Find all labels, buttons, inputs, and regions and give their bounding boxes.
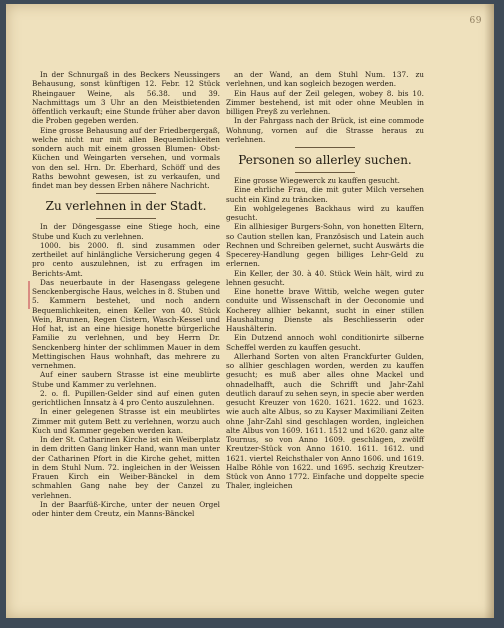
notice-paragraph: an der Wand, an dem Stuhl Num. 137. zu verlehnen, und kan sogleich bezogen werden.	[226, 70, 424, 89]
left-column	[32, 70, 220, 518]
notice-paragraph: Ein Dutzend annoch wohl conditionirte silberne Scheffel werden zu kauffen gesucht.	[226, 333, 424, 352]
notice-paragraph: In der Schnurgaß in des Beckers Neussingers Behausung, sonst künftigen 12. Febr. 12 Stück Rheingauer Weine, als 56.38. und 39. Nachmittags um 3 Uhr an den Meistbietenden öffentlich verkauft; eine Stunde früher aber davon die Proben gegeben werden.	[32, 70, 220, 126]
section-heading-personen: Personen so allerley suchen.	[238, 153, 412, 167]
notice-paragraph: Ein allhiesiger Burgers-Sohn, von honetten Eltern, so Caution stellen kan, Französisch und Latein auch Rechnen und Schreiben gelernet, sucht Auswärts die Specerey-Handlung gegen billiges Lehr-Geld zu erlernen.	[226, 222, 424, 269]
notice-paragraph: In der St. Catharinen Kirche ist ein Weiberplatz in dem dritten Gang linker Hand, wann man unter der Catharinen Pfort in die Kirche gehet, mitten in dem Stuhl Num. 72. ingleichen in der Weissen Frauen Kirch ein Weiber-Bänckel in dem schmahlen Gang nahe bey der Canzel zu verlehnen.	[32, 435, 220, 500]
section-heading-zu-verlehnen: Zu verlehnen in der Stadt.	[45, 199, 207, 214]
notice-paragraph: In der Fahrgass nach der Brück, ist eine commode Wohnung, vornen auf die Strasse heraus zu verlehnen.	[226, 116, 424, 144]
notice-paragraph: Eine grosse Behausung auf der Friedbergergaß, welche nicht nur mit allen Bequemlichkeiten sondern auch mit einem grossen Blumen- Obst- Küchen und Weingarten versehen, und vormals von den sel. Hrn. Dr. Eberhard, Schöff und des Raths bewohnt gewesen, ist zu verkaufen, und findet man bey dessen Erben nähere Nachricht.	[32, 125, 220, 190]
notice-paragraph: In der Döngesgasse eine Stiege hoch, eine Stube und Kuch zu verlehnen.	[32, 222, 220, 241]
page-number: 69	[469, 16, 482, 26]
notice-paragraph: 2. o. fl. Pupillen-Gelder sind auf einen guten gerichtlichen Innsatz à 4 pro Cento auszulehnen.	[32, 388, 220, 407]
red-margin-mark	[28, 281, 30, 309]
notice-paragraph: Eine honette brave Wittib, welche wegen guter conduite und Wissenschaft in der Oeconomie und Kocherey allhier bekannt, sucht in einer stillen Haushaltung Dienste als Beschliesserin oder Haushälterin.	[226, 287, 424, 333]
notice-paragraph: Auf einer saubern Strasse ist eine meublirte Stube und Kammer zu verlehnen.	[32, 370, 220, 389]
notice-paragraph: Eine ehrliche Frau, die mit guter Milch versehen sucht ein Kind zu träncken.	[226, 185, 424, 204]
section-divider	[96, 218, 156, 219]
newspaper-page	[6, 4, 494, 618]
notice-paragraph: Ein wohlgelegenes Backhaus wird zu kauffen gesucht.	[226, 203, 424, 222]
notice-paragraph: Ein Keller, der 30. à 40. Stück Wein hält, wird zu lehnen gesucht.	[226, 268, 424, 287]
notice-paragraph: Das neuerbaute in der Hasengass gelegene Senckenbergische Haus, welches in 8. Stuben und 5. Kammern bestehet, und noch andern Bequemlichkeiten, einen Keller von 40. Stück Wein, Brunnen, Regen Cistern, Wasch-Kessel und Hof hat, ist an eine hiesige honette bürgerliche Familie zu verlehnen, und bey Herrn Dr. Senckenberg hinter der schlimmen Mauer in dem Mettingischen Haus wohnhaft, das mehrere zu vernehmen.	[32, 277, 220, 370]
section-divider	[295, 172, 355, 173]
page-edge-shadow	[484, 4, 494, 618]
right-column	[226, 70, 424, 491]
notice-paragraph: Eine grosse Wiegewerck zu kauffen gesucht.	[234, 176, 400, 185]
notice-paragraph: In der Baarfüß-Kirche, unter der neuen Orgel oder hinter dem Creutz, ein Manns-Bänckel	[32, 499, 220, 518]
notice-paragraph: Ein Haus auf der Zeil gelegen, wobey 8. bis 10. Zimmer bestehend, ist mit oder ohne Meublen in billigen Preyß zu verlehnen.	[226, 88, 424, 116]
notice-paragraph: Allerhand Sorten von alten Franckfurter Gulden, so allhier geschlagen worden, werden zu kauffen gesucht; es muß aber alles ohne Mackel und ohnadelhafft, auch die Schrifft und Jahr-Zahl deutlich darauf zu sehen seyn, in specie aber werden gesucht Kreuzer von 1620. 1621. 1622. und 1623. wie auch alte Albus, so zu Kayser Maximiliani Zeiten ohne Jahr-Zahl sind geschlagen worden, ingleichen alte Albus von 1609. 1611. 1512 und 1620. ganz alte Tournus, so von Anno 1609. geschlagen, zwölff Kreutzer-Stück von Anno 1610. 1611. 1612. und 1621. viertel Reichsthaler von Anno 1606. und 1619. Halbe Röhle von 1622. und 1695. sechzig Kreutzer-Stück von Anno 1772. Einfache und doppelte specie Thaler, ingleichen	[226, 351, 424, 491]
section-divider	[96, 193, 156, 194]
section-divider	[295, 147, 355, 148]
notice-paragraph: 1000. bis 2000. fl. sind zusammen oder zertheilet auf hinlängliche Versicherung gegen 4 pro cento auszulehnen, ist zu erfragen im Berichts-Amt.	[32, 240, 220, 278]
notice-paragraph: In einer gelegenen Strasse ist ein meublirtes Zimmer mit gutem Bett zu verlehnen, worzu auch Kuch und Kammer gegeben werden kan.	[32, 407, 220, 435]
